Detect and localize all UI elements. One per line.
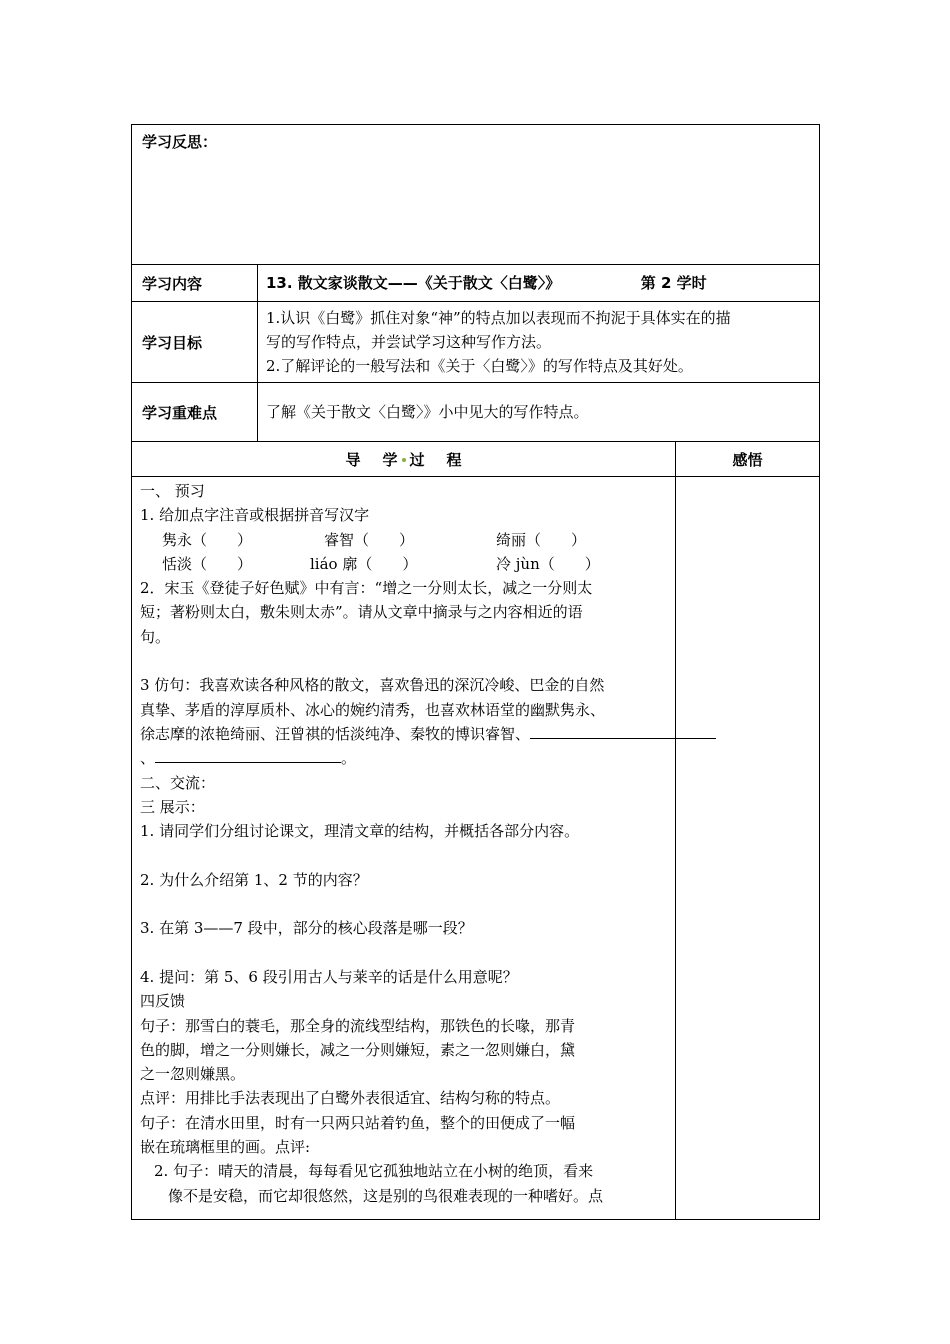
pinyin-item: 恬淡（ ）: [162, 554, 253, 573]
line: 三 展示：: [140, 797, 205, 816]
worksheet-table: [131, 124, 820, 1220]
line: 短；著粉则太白，敷朱则太赤”。请从文章中摘录与之内容相近的语: [140, 603, 583, 622]
line: 1. 给加点字注音或根据拼音写汉字: [140, 506, 370, 525]
worksheet: [131, 124, 819, 1220]
process-header: [132, 442, 676, 477]
pinyin-row-1: [140, 528, 670, 552]
line: 2. 为什么介绍第 1、2 节的内容？: [140, 870, 368, 889]
key-label: 学习重难点: [132, 383, 258, 442]
goal-row: [132, 302, 820, 383]
line: 3. 在第 3——7 段中，部分的核心段落是哪一段？: [140, 919, 473, 938]
line: 真挚、茅盾的淳厚质朴、冰心的婉约清秀，也喜欢林语堂的幽默隽永、: [140, 700, 606, 719]
header-char-2: 学: [382, 450, 398, 469]
pinyin-row-2: [140, 552, 670, 576]
header-char-4: 程: [446, 450, 462, 469]
line: 句子：那雪白的蓑毛，那全身的流线型结构，那铁色的长喙，那青: [140, 1016, 576, 1035]
line-text: 。: [341, 749, 357, 768]
blank-line: [140, 649, 670, 673]
content-label: 学习内容: [132, 265, 258, 302]
content-cell: [258, 265, 820, 302]
reflection-row: [132, 125, 820, 265]
reflection-label: 学习反思：: [142, 133, 218, 151]
key-text: 了解《关于散文〈白鹭〉》小中见大的写作特点。: [266, 403, 589, 421]
line: 3 仿句：我喜欢读各种风格的散文，喜欢鲁迅的深沉冷峻、巴金的自然: [140, 676, 605, 695]
line: [140, 746, 670, 770]
line: 句。: [140, 627, 171, 646]
line: 一、 预习: [140, 482, 205, 500]
line: [140, 722, 670, 746]
main-text: [140, 479, 670, 1208]
pinyin-item: 隽永（ ）: [162, 530, 253, 549]
pinyin-item: 睿智（ ）: [324, 530, 415, 549]
line: 2．宋玉《登徒子好色赋》中有言：“增之一分则太长，减之一分则太: [140, 579, 593, 598]
pinyin-item: liáo 廓（ ）: [310, 554, 418, 573]
goal-label: 学习目标: [132, 302, 258, 383]
line-text: 徐志摩的浓艳绮丽、汪曾祺的恬淡纯净、秦牧的博识睿智、: [140, 724, 531, 743]
insight-header: 感悟: [676, 442, 820, 477]
line: 句子：在清水田里，时有一只两只站着钓鱼，整个的田便成了一幅: [140, 1113, 576, 1132]
line: 色的脚，增之一分则嫌长，减之一分则嫌短，素之一忽则嫌白，黛: [140, 1040, 576, 1059]
line: 二、交流：: [140, 773, 216, 792]
goal-cell: [258, 302, 820, 383]
header-char-3: 过: [409, 450, 425, 469]
pinyin-item: 绮丽（ ）: [496, 530, 587, 549]
lesson-title: 13. 散文家谈散文——《关于散文〈白鹭〉》: [266, 274, 561, 292]
line: 2. 句子：晴天的清晨，每每看见它孤独地站立在小树的绝顶，看来: [154, 1162, 594, 1181]
header-char-1: 导: [345, 450, 361, 469]
goal-line-2: 写的写作特点，并尝试学习这种写作方法。: [266, 333, 552, 351]
fill-blank: [530, 724, 716, 739]
key-cell: [258, 383, 820, 442]
key-row: [132, 383, 820, 442]
green-dot-mark: [402, 458, 406, 462]
main-cell: [132, 477, 676, 1220]
line: 四反馈: [140, 992, 186, 1011]
pinyin-item: 冷 jùn（ ）: [496, 554, 600, 573]
goal-line-1: 1.认识《白鹭》抓住对象“神”的特点加以表现而不拘泥于具体实在的描: [266, 309, 731, 327]
blank-line: [140, 843, 670, 867]
line: 像不是安稳，而它却很悠然，这是别的鸟很难表现的一种嗜好。点: [168, 1186, 604, 1205]
process-header-row: [132, 442, 820, 477]
goal-line-3: 2.了解评论的一般写法和《关于〈白鹭〉》的写作特点及其好处。: [266, 357, 693, 375]
line-text: 、: [140, 749, 156, 768]
main-row: [132, 477, 820, 1220]
insight-cell[interactable]: [676, 477, 820, 1220]
fill-blank: [155, 748, 341, 763]
line: 4. 提问：第 5、6 段引用古人与莱辛的话是什么用意呢？: [140, 967, 518, 986]
line: 嵌在琉璃框里的画。点评:: [140, 1138, 311, 1157]
line: 1. 请同学们分组讨论课文，理清文章的结构，并概括各部分内容。: [140, 822, 580, 841]
reflection-cell: [132, 125, 820, 265]
content-row: [132, 265, 820, 302]
line: 之一忽则嫌黑。: [140, 1065, 246, 1084]
blank-line: [140, 941, 670, 965]
lesson-period: 第 2 学时: [640, 274, 707, 292]
line: 点评：用排比手法表现出了白鹭外表很适宜、结构匀称的特点。: [140, 1089, 561, 1108]
blank-line: [140, 892, 670, 916]
